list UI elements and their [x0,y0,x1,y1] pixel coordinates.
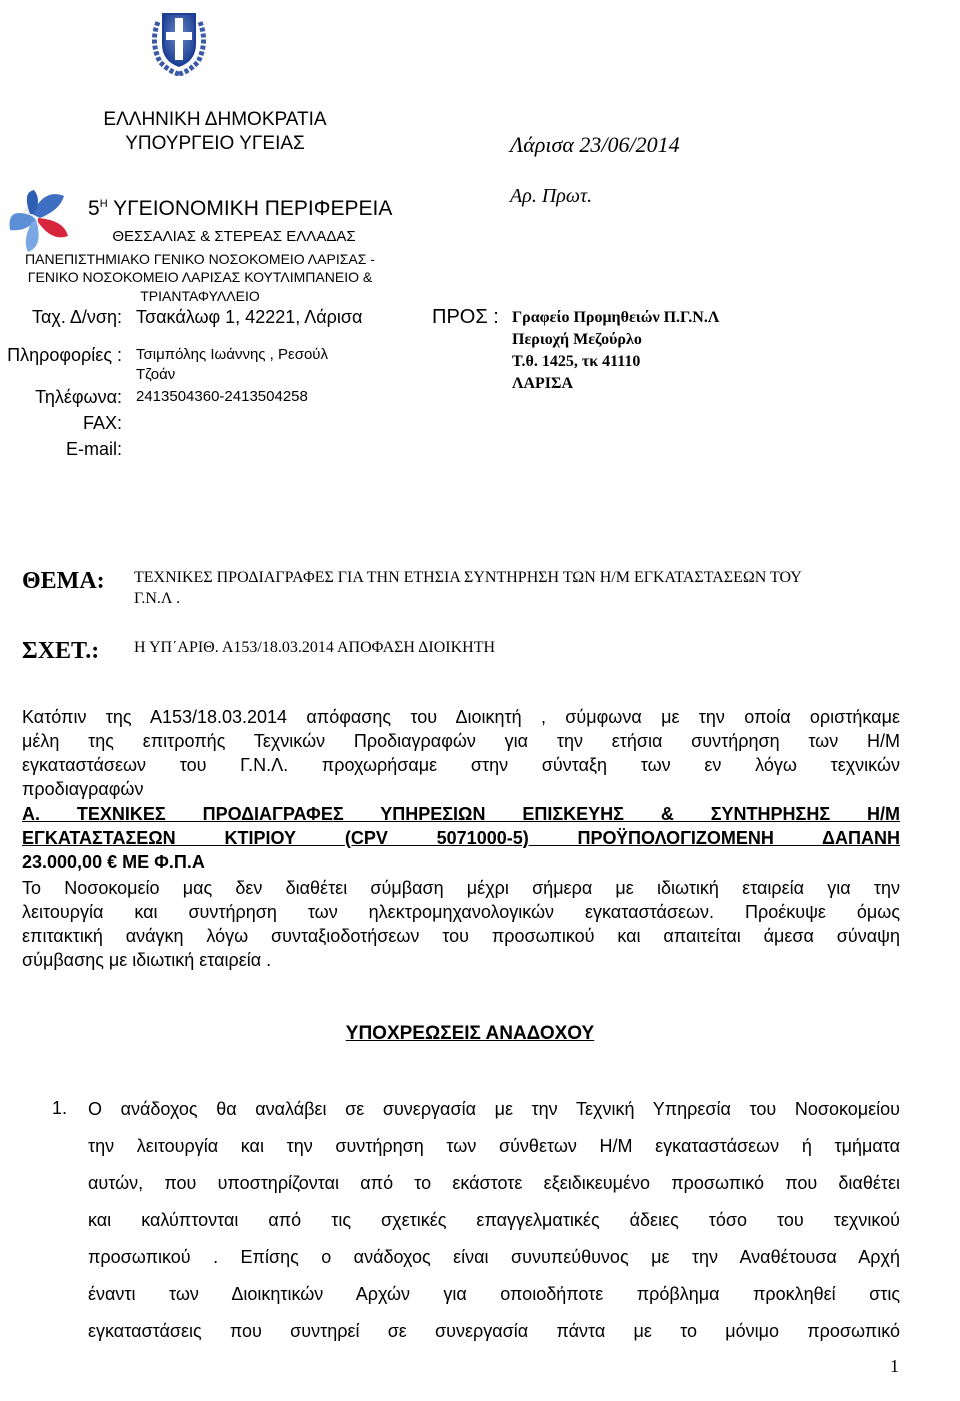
subject-line1: ΤΕΧΝΙΚΕΣ ΠΡΟΔΙΑΓΡΑΦΕΣ ΓΙΑ ΤΗΝ ΕΤΗΣΙΑ ΣΥΝΤΗΡΗΣΗ ΤΩΝ Η/Μ ΕΓΚΑΤΑΣΤΑΣΕΩΝ ΤΟΥ [134,569,802,586]
list-item-number: 1. [52,1098,68,1118]
item1-line6: έναντι των Διοικητικών Αρχών για οποιοδήποτε πρόβλημα προκληθεί στις [88,1284,900,1304]
fax-label: FAX: [82,413,122,433]
info-value-line1: Τσιμπόλης Ιωάννης , Ρεσούλ [136,346,329,363]
region-subtitle: ΘΕΣΣΑΛΙΑΣ & ΣΤΕΡΕΑΣ ΕΛΛΑΔΑΣ [112,228,356,245]
list-item [88,1091,900,1350]
address-label: Ταχ. Δ/νση: [31,307,122,327]
para-line4: σύμβασης με ιδιωτική εταιρεία . [22,950,272,970]
recipient-line2: Περιοχή Μεζούρλο [512,331,642,348]
info-label: Πληροφορίες : [7,345,122,365]
obligations-heading: ΥΠΟΧΡΕΩΣΕΙΣ ΑΝΑΔΟΧΟΥ [345,1023,595,1044]
section-a-line2: ΕΓΚΑΤΑΣΤΑΣΕΩΝ ΚΤΙΡΙΟΥ (CPV 5071000-5) ΠΡΟΫΠΟΛΟΓΙΖΟΜΕΝΗ ΔΑΠΑΝΗ [22,828,900,848]
greek-emblem-icon [146,4,212,76]
intro-line1: Κατόπιν της Α153/18.03.2014 απόφασης του Διοικητή , σύμφωνα με την οποία οριστήκαμε [22,707,900,727]
section-a-line1: Α. ΤΕΧΝΙΚΕΣ ΠΡΟΔΙΑΓΡΑΦΕΣ ΥΠΗΡΕΣΙΩΝ ΕΠΙΣΚΕΥΗΣ & ΣΥΝΤΗΡΗΣΗΣ Η/Μ [22,804,900,824]
reference-label: ΣΧΕΤ.: [22,638,100,664]
item1-line4: και καλύπτονται από τις σχετικές επαγγελματικές άδειες τόσο του τεχνικού [88,1210,900,1230]
item1-line3: αυτών, που υποστηρίζονται από το εκάστοτε εξειδικευμένο προσωπικό που διαθέτει [88,1173,900,1193]
item1-line2: την λειτουργία και την συντήρηση των σύνθετων Η/Μ εγκαταστάσεων ή τμήματα [88,1136,900,1156]
subject-line2: Γ.Ν.Λ . [134,590,181,607]
intro-line2: μέλη της επιτροπής Τεχνικών Προδιαγραφών για την ετήσια συντήρηση των Η/Μ [22,731,900,751]
intro-line4: προδιαγραφών [22,779,144,799]
para-line2: λειτουργία και συντήρηση των ηλεκτρομηχανολογικών εγκαταστάσεων. Προέκυψε όμως [22,902,900,922]
hospital-name-line3: ΤΡΙΑΝΤΑΦΥΛΛΕΙΟ [140,288,260,304]
to-label: ΠΡΟΣ : [432,306,499,328]
document-date: Λάρισα 23/06/2014 [510,132,680,157]
recipient-line4: ΛΑΡΙΣΑ [512,375,574,392]
reference-text: Η ΥΠ΄ΑΡΙΘ. Α153/18.03.2014 ΑΠΟΦΑΣΗ ΔΙΟΙΚΗΤΗ [134,639,496,656]
phone-label: Τηλέφωνα: [35,387,122,407]
para-line3: επιτακτική ανάγκη λόγω συνταξιοδοτήσεων του προσωπικού και απαιτείται άμεσα σύναψη [22,926,900,946]
address-value: Τσακάλωφ 1, 42221, Λάρισα [136,307,363,327]
protocol-number-label: Αρ. Πρωτ. [510,185,593,207]
intro-line3: εγκαταστάσεων του Γ.Ν.Λ. προχωρήσαμε στην σύνταξη των εν λόγω τεχνικών [22,755,900,775]
hospital-name-line1: ΠΑΝΕΠΙΣΤΗΜΙΑΚΟ ΓΕΝΙΚΟ ΝΟΣΟΚΟΜΕΙΟ ΛΑΡΙΣΑΣ - [25,251,375,267]
recipient-line1: Γραφείο Προμηθειών Π.Γ.Ν.Λ [512,309,720,326]
item1-line7: εγκαταστάσεις που συντηρεί σε συνεργασία πάντα με το μόνιμο προσωπικό [88,1321,900,1341]
republic-title: ΕΛΛΗΝΙΚΗ ΔΗΜΟΚΡΑΤΙΑ [103,109,327,130]
section-a-line3: 23.000,00 € ΜΕ Φ.Π.Α [22,852,205,872]
hospital-name-line2: ΓΕΝΙΚΟ ΝΟΣΟΚΟΜΕΙΟ ΛΑΡΙΣΑΣ ΚΟΥΤΛΙΜΠΑΝΕΙΟ & [27,269,373,285]
region-title: $5^H$ ΥΓΕΙΟΝΟΜΙΚΗ ΠΕΡΙΦΕΡΕΙΑ [88,197,393,220]
context-paragraph [22,876,900,972]
recipient-line3: Τ.θ. 1425, τκ 41110 [512,353,641,370]
subject-label: ΘΕΜΑ: [22,568,105,594]
info-value-line2: Τζοάν [136,366,176,383]
para-line1: Το Νοσοκομείο μας δεν διαθέτει σύμβαση μέχρι σήμερα με ιδιωτική εταιρεία για την [22,878,900,898]
phone-value: 2413504360-2413504258 [136,388,308,405]
email-label: E-mail: [65,439,122,459]
item1-line5: προσωπικού . Επίσης ο ανάδοχος είναι συνυπεύθυνος με την Αναθέτουσα Αρχή [88,1247,900,1267]
item1-line1: Ο ανάδοχος θα αναλάβει σε συνεργασία με την Τεχνική Υπηρεσία του Νοσοκομείου [88,1099,900,1119]
intro-paragraph [22,705,900,801]
section-a-title [22,802,900,874]
health-region-logo-icon [4,186,76,258]
ministry-title: ΥΠΟΥΡΓΕΙΟ ΥΓΕΙΑΣ [125,133,305,154]
page-number: 1 [890,1356,899,1376]
